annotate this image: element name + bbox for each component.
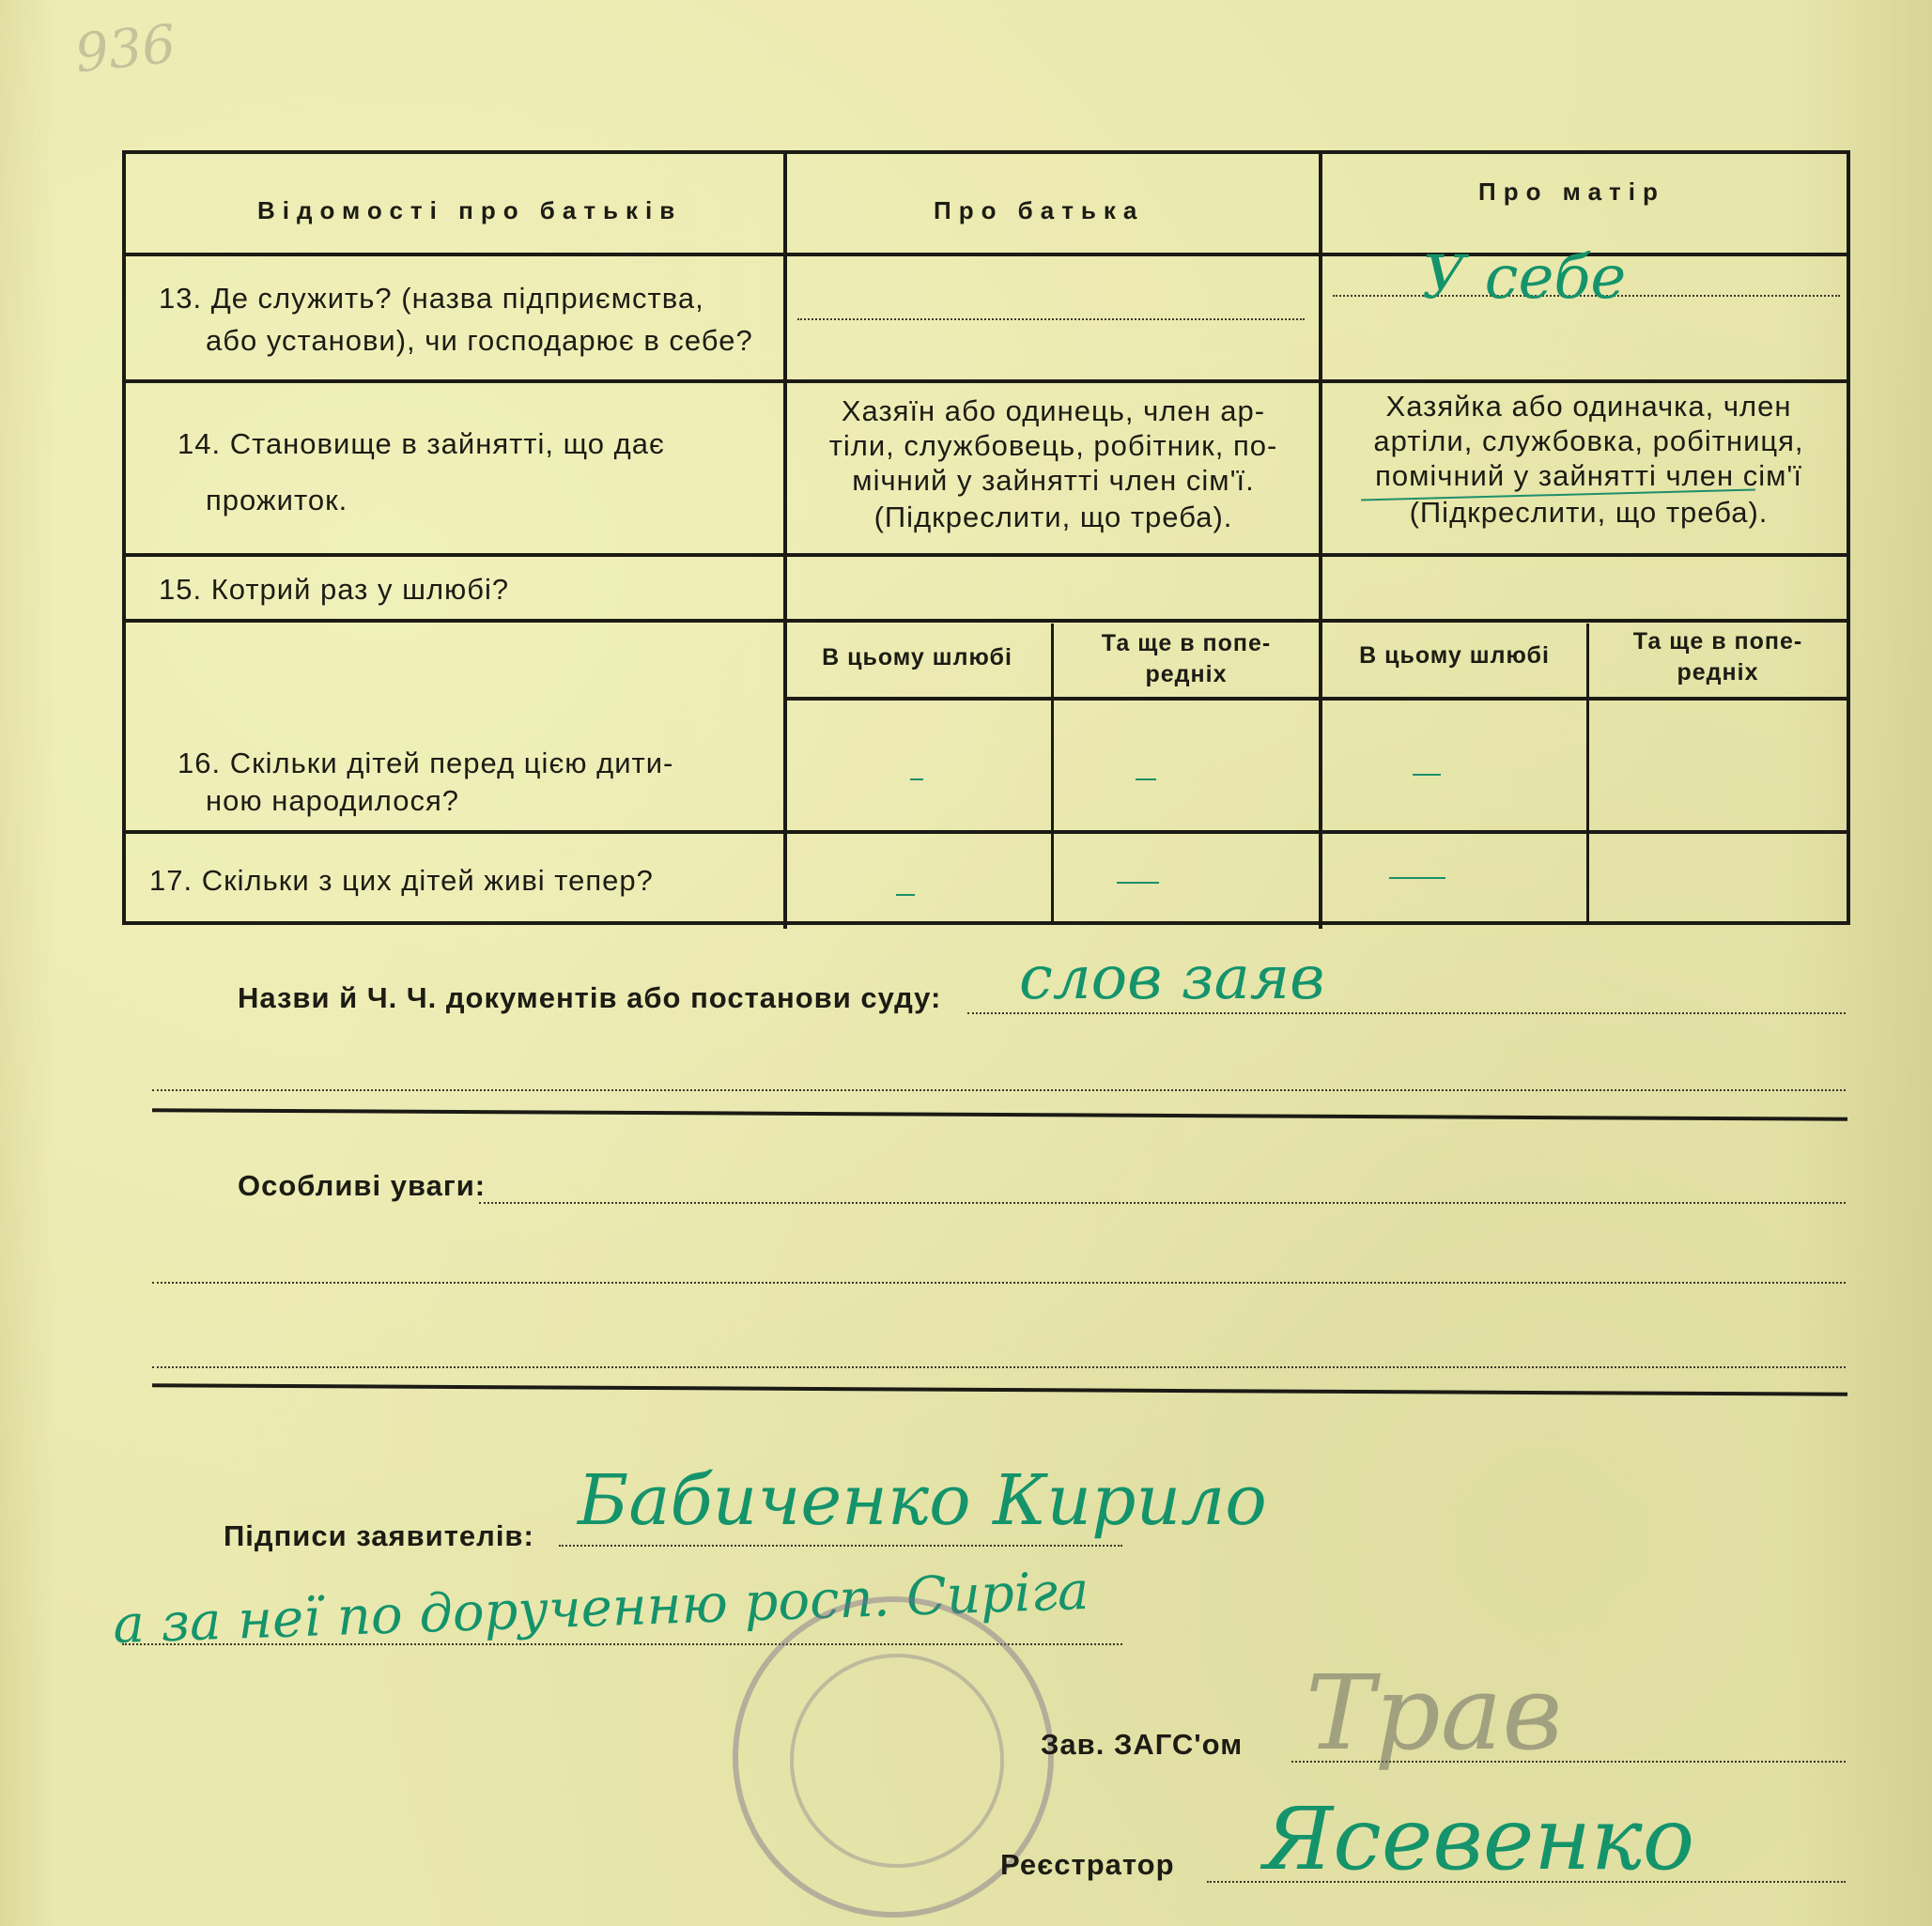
row14-rule (126, 553, 1847, 557)
q14-line2: прожиток. (206, 484, 348, 516)
q17: 17. Скільки з цих дітей живі тепер? (149, 864, 654, 897)
mother-option-line: артіли, службовка, робітниця, (1373, 424, 1804, 457)
dash-mark (1413, 774, 1441, 776)
documents-rule (152, 1108, 1847, 1120)
dash-mark (1136, 778, 1156, 780)
applicant-signature-handwriting: Бабиченко Кирило (578, 1460, 1267, 1541)
mother-in-this-marriage-header: В цьому шлюбі (1359, 642, 1550, 669)
corner-pencil-mark: 936 (71, 13, 178, 85)
documents-label: Назви й Ч. Ч. документів або постанови суду: (238, 981, 942, 1014)
father-option-line: (Підкреслити, що треба). (873, 501, 1233, 533)
row15-rule (126, 619, 1847, 623)
father-previous-header-line2: редніх (1145, 661, 1228, 687)
father-previous-header-line1: Та ще в попе- (1101, 630, 1272, 656)
header-mother: Про матір (1478, 177, 1665, 206)
dash-mark (910, 778, 923, 780)
mother-workplace-handwriting: У себе (1422, 243, 1627, 313)
documents-handwriting: слов заяв (1019, 944, 1325, 1013)
q16-line2: ною народилося? (206, 784, 459, 817)
father-option-line: мічний у зайнятті член сім'ї. (852, 464, 1255, 497)
registrar-signature: Ясевенко (1263, 1789, 1695, 1889)
remarks-line-1 (479, 1202, 1846, 1204)
q14-line1: 14. Становище в зайнятті, що дає (178, 427, 665, 460)
signature-line-1 (559, 1545, 1122, 1547)
q16-line1: 16. Скільки дітей перед цією дити- (178, 747, 674, 779)
dash-mark (896, 894, 915, 896)
mother-option-line: помічний у зайнятті член сім'ї (1375, 459, 1802, 492)
official-stamp-inner-ring (790, 1654, 1004, 1868)
mother-option-line: Хазяйка або одиначка, член (1385, 390, 1792, 423)
dash-mark (1389, 877, 1445, 879)
zags-head-label: Зав. ЗАГС'ом (1041, 1728, 1244, 1761)
remarks-rule (152, 1383, 1847, 1395)
header-father: Про батька (934, 196, 1145, 224)
zags-head-signature: Трав (1306, 1653, 1563, 1773)
father-workplace-line (797, 318, 1305, 320)
header-parents-info: Відомості про батьків (257, 196, 683, 224)
col-divider-2 (1319, 154, 1322, 929)
mother-previous-header-line1: Та ще в попе- (1632, 628, 1803, 655)
father-option-line: Хазяїн або одинець, член ар- (841, 394, 1266, 427)
q13-line1: 13. Де служить? (назва підприємства, (159, 282, 704, 315)
col-divider-1 (783, 154, 787, 929)
parents-info-table (122, 150, 1850, 925)
father-option-line: тіли, службовець, робітник, по- (828, 429, 1278, 462)
q15: 15. Котрий раз у шлюбі? (159, 573, 510, 606)
row13-rule (126, 379, 1847, 383)
documents-line-2 (152, 1089, 1846, 1091)
mother-previous-header-line2: редніх (1677, 659, 1759, 686)
remarks-line-2 (152, 1282, 1846, 1284)
row16-rule (126, 830, 1847, 834)
remarks-label: Особливі уваги: (238, 1169, 487, 1202)
father-in-this-marriage-header: В цьому шлюбі (822, 644, 1012, 670)
remarks-line-3 (152, 1366, 1846, 1368)
mother-option-line: (Підкреслити, що треба). (1409, 496, 1769, 529)
signatures-label: Підписи заявителів: (224, 1519, 534, 1552)
registrar-label: Реєстратор (1000, 1848, 1175, 1881)
proxy-signature-handwriting: а за неї по дорученню росп. Сиріга (112, 1560, 1090, 1656)
dash-mark (1117, 882, 1159, 884)
subheader-rule (783, 697, 1847, 701)
q13-line2: або установи), чи господарює в себе? (206, 324, 753, 357)
